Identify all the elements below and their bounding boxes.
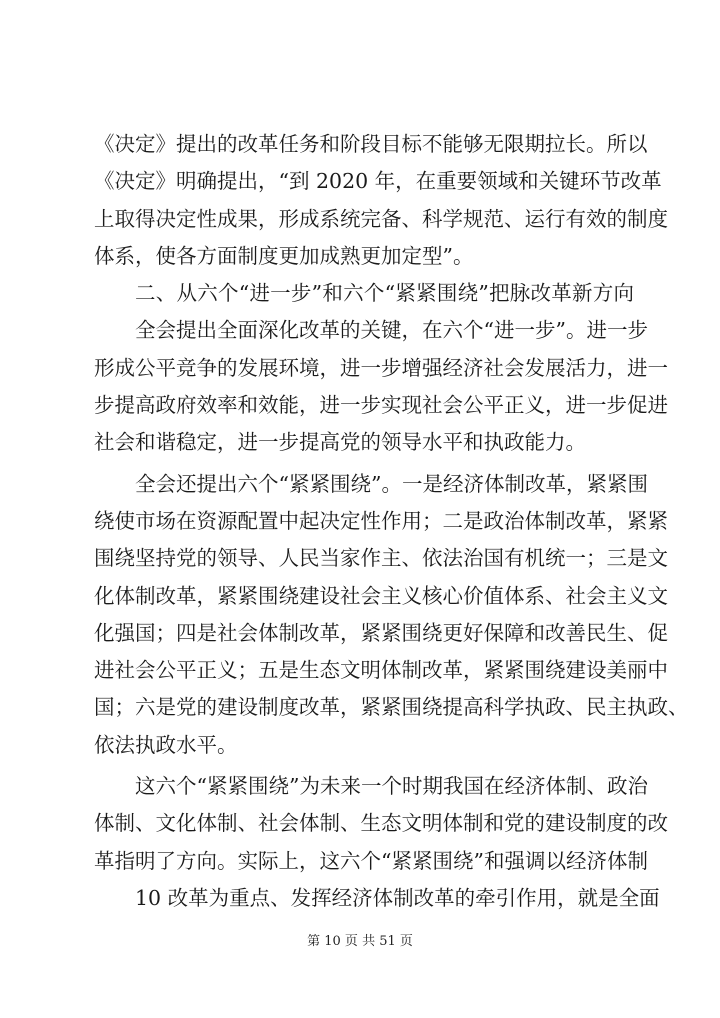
text-line: 革指明了方向。实际上，这六个“紧紧围绕”和强调以经济体制 xyxy=(94,848,648,873)
text-line: 化强国；四是社会体制改革，紧紧围绕更好保障和改善民生、促 xyxy=(94,620,668,645)
text-line: 国；六是党的建设制度改革，紧紧围绕提高科学执政、民主执政、 xyxy=(94,695,689,720)
text-line: 依法执政水平。 xyxy=(94,732,238,757)
text-line: 这六个“紧紧围绕”为未来一个时期我国在经济体制、政治 xyxy=(135,774,648,799)
text-line: 10 改革为重点、发挥经济体制改革的牵引作用，就是全面 xyxy=(135,885,660,910)
text-line: 形成公平竞争的发展环境，进一步增强经济社会发展活力，进一 xyxy=(94,355,668,380)
text-line: 化体制改革，紧紧围绕建设社会主义核心价值体系、社会主义文 xyxy=(94,583,668,608)
text-line: 进社会公平正义；五是生态文明体制改革，紧紧围绕建设美丽中 xyxy=(94,658,668,683)
text-line: 围绕坚持党的领导、人民当家作主、依法治国有机统一；三是文 xyxy=(94,546,668,571)
section-heading: 二、从六个“进一步”和六个“紧紧围绕”把脉改革新方向 xyxy=(135,281,634,306)
text-line: 上取得决定性成果，形成系统完备、科学规范、运行有效的制度 xyxy=(94,206,668,231)
text-line: 《决定》提出的改革任务和阶段目标不能够无限期拉长。所以 xyxy=(94,132,648,156)
text-line: 步提高政府效率和效能，进一步实现社会公平正义，进一步促进 xyxy=(94,393,668,418)
text-line: 《决定》明确提出，“到 2020 年，在重要领域和关键环节改革 xyxy=(94,169,662,194)
text-line: 绕使市场在资源配置中起决定性作用；二是政治体制改革，紧紧 xyxy=(94,508,668,533)
text-line: 体制、文化体制、社会体制、生态文明体制和党的建设制度的改 xyxy=(94,811,668,836)
text-line: 全会还提出六个“紧紧围绕”。一是经济体制改革，紧紧围 xyxy=(135,471,648,496)
document-body xyxy=(94,126,689,917)
page-number-footer: 第 10 页 共 51 页 xyxy=(307,934,413,949)
text-line: 体系，使各方面制度更加成熟更加定型”。 xyxy=(94,243,474,268)
text-line: 全会提出全面深化改革的关键，在六个“进一步”。进一步 xyxy=(135,318,648,343)
text-line: 社会和谐稳定，进一步提高党的领导水平和执政能力。 xyxy=(94,430,586,455)
